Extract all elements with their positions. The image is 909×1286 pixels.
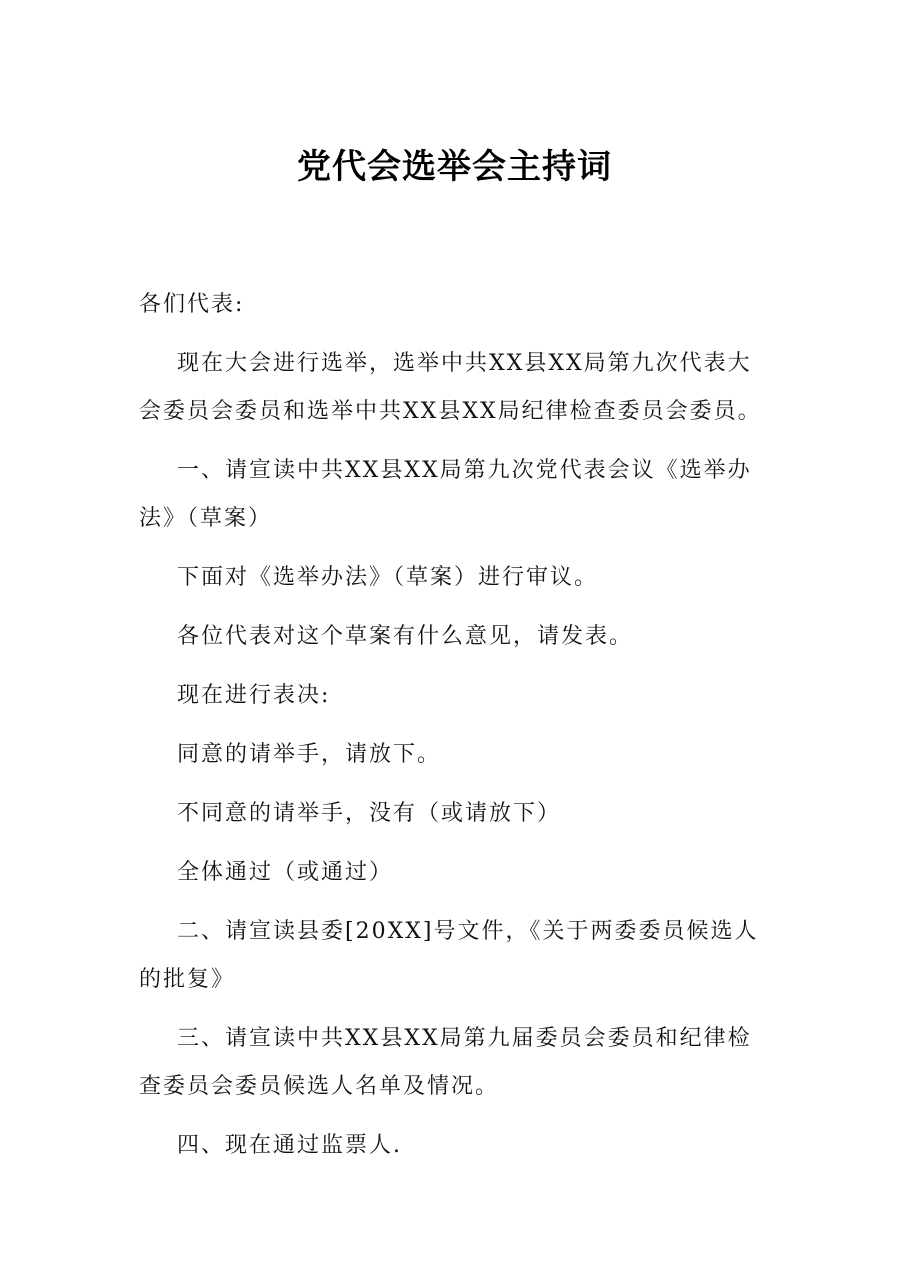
paragraph-review: 下面对《选举办法》（草案）进行审议。 bbox=[177, 565, 599, 590]
paragraph-item-4: 四、现在通过监票人. bbox=[177, 1133, 402, 1158]
paragraph-vote: 现在进行表决: bbox=[177, 683, 331, 708]
document-body bbox=[139, 281, 773, 1181]
paragraph-item-1: 一、请宣读中共XX县XX局第九次党代表会议《选举办法》（草案） bbox=[139, 458, 752, 531]
document-title: 党代会选举会主持词 bbox=[297, 147, 612, 187]
paragraph-intro: 现在大会进行选举，选举中共XX县XX局第九次代表大会委员会委员和选举中共XX县XX局纪律检查委员会委员。 bbox=[139, 351, 762, 424]
paragraph-opinions: 各位代表对这个草案有什么意见，请发表。 bbox=[177, 624, 634, 649]
paragraph-passed: 全体通过（或通过） bbox=[177, 860, 394, 885]
paragraph-item-3: 三、请宣读中共XX县XX局第九届委员会委员和纪律检查委员会委员候选人名单及情况。 bbox=[139, 1026, 752, 1099]
paragraph-agree: 同意的请举手，请放下。 bbox=[177, 742, 442, 767]
paragraph-item-2: 二、请宣读县委[20XX]号文件，《关于两委委员候选人的批复》 bbox=[139, 919, 759, 992]
salutation: 各们代表: bbox=[139, 292, 245, 317]
paragraph-disagree: 不同意的请举手，没有（或请放下） bbox=[177, 801, 562, 826]
